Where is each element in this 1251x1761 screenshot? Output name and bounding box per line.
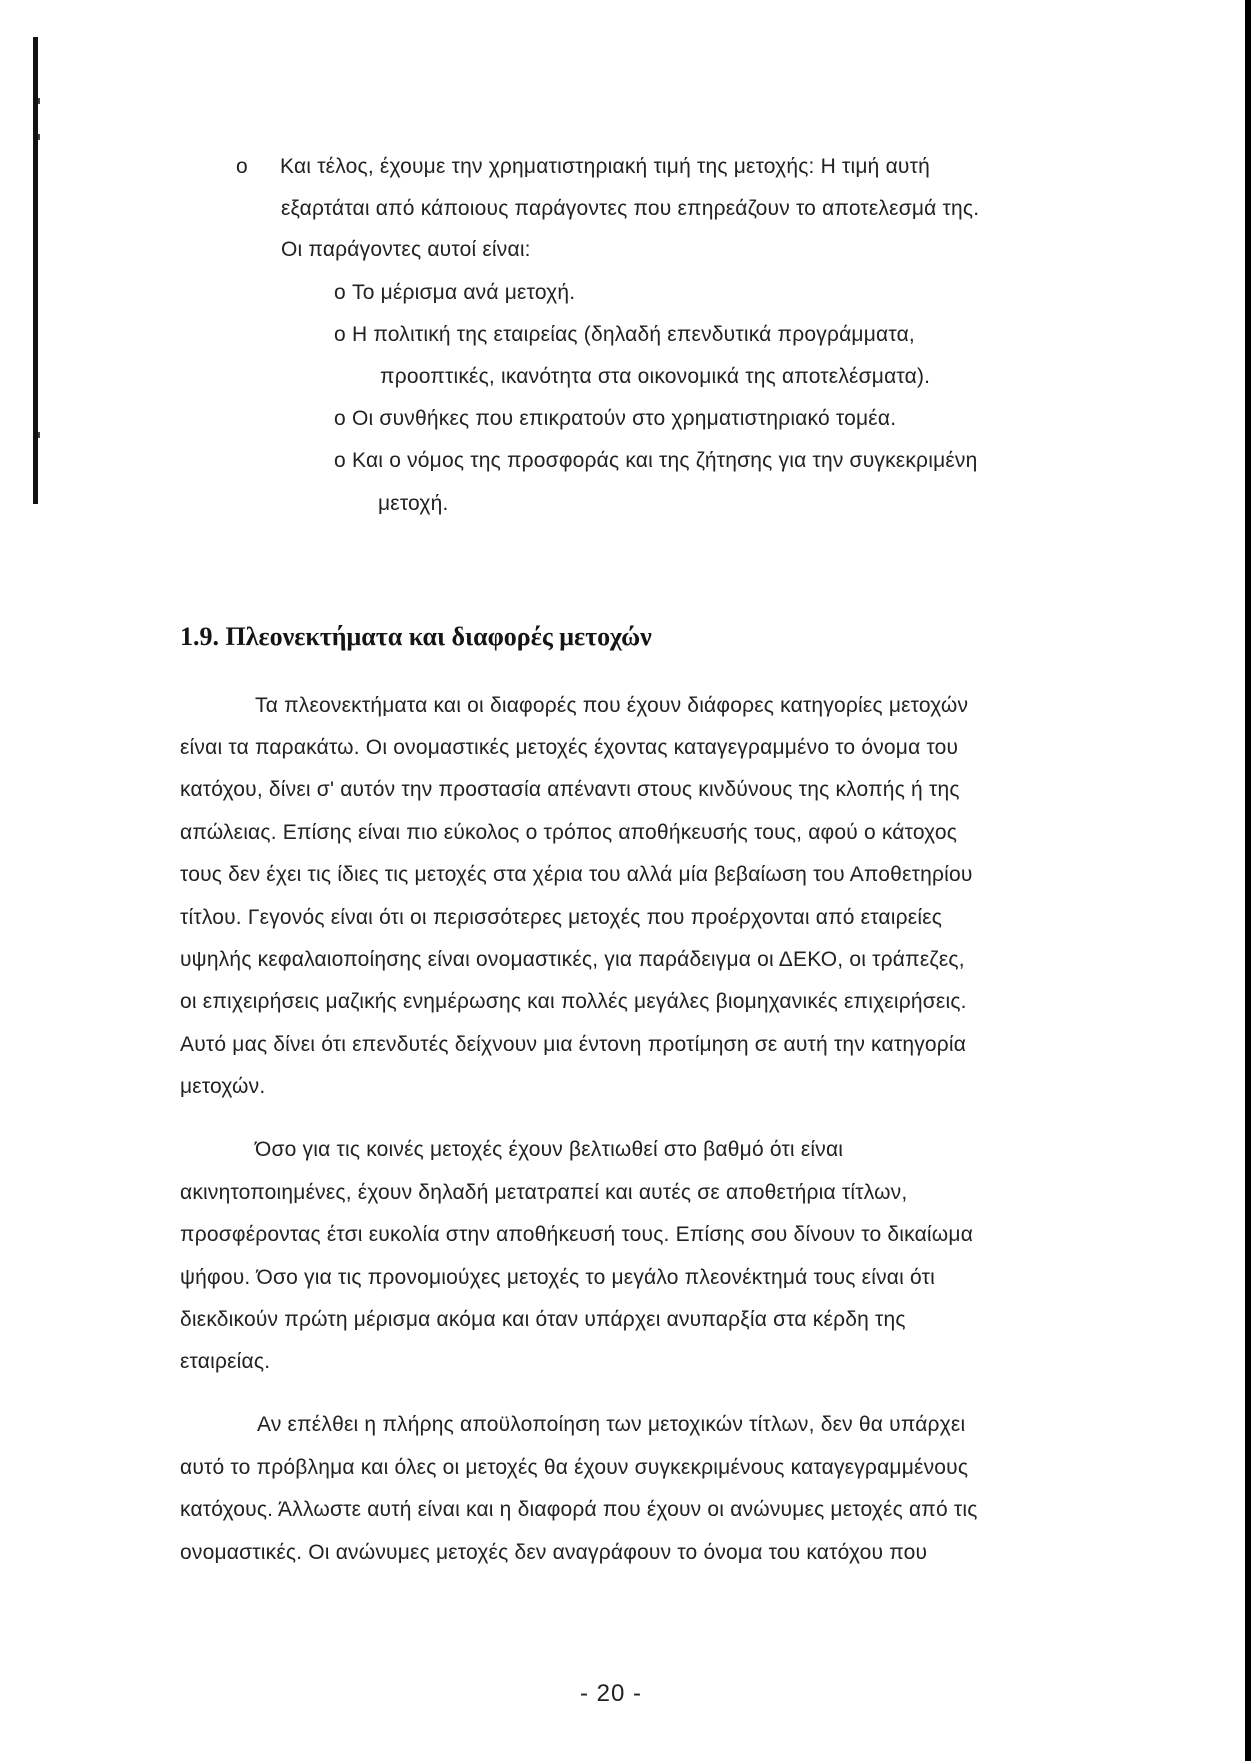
paragraph-line: Τα πλεονεκτήματα και οι διαφορές που έχουν διάφορες κατηγορίες μετοχών [255,694,969,717]
paragraph-line: Αυτό μας δίνει ότι επενδυτές δείχνουν μια έντονη προτίμηση σε αυτή την κατηγορία [180,1033,967,1056]
paragraph-line: είναι τα παρακάτω. Οι ονομαστικές μετοχές έχοντας καταγεγραμμένο το όνομα του [180,736,959,759]
text-line: Και τέλος, έχουμε την χρηματιστηριακή τιμή της μετοχής: Η τιμή αυτή [280,155,930,178]
paragraph-line: οι επιχειρήσεις μαζικής ενημέρωσης και πολλές μεγάλες βιομηχανικές επιχειρήσεις. [180,990,967,1013]
paragraph-line: Όσο για τις κοινές μετοχές έχουν βελτιωθεί στο βαθμό ότι είναι [255,1138,844,1161]
paragraph-line: τίτλου. Γεγονός είναι ότι οι περισσότερες μετοχές που προέρχονται από εταιρείες [180,906,943,929]
bullet-marker: o [236,155,248,178]
paragraph-line: διεκδικούν πρώτη μέρισμα ακόμα και όταν υπάρχει ανυπαρξία στα κέρδη της [180,1308,906,1331]
page-number: - 20 - [580,1680,643,1707]
sub-bullet-marker: o [334,281,346,304]
paragraph-line: ψήφου. Όσο για τις προνομιούχες μετοχές το μεγάλο πλεονέκτημά τους είναι ότι [180,1266,935,1289]
scan-margin-tick [38,432,40,438]
top-bullet-line: εξαρτάται από κάποιους παράγοντες που επηρεάζουν το αποτελεσμά της. [281,197,980,220]
paragraph-line: ακινητοποιημένες, έχουν δηλαδή μετατραπεί και αυτές σε αποθετήρια τίτλων, [180,1181,908,1204]
paragraph-line: προσφέροντας έτσι ευκολία στην αποθήκευσή τους. Επίσης σου δίνουν το δικαίωμα [180,1223,974,1246]
sub-bullet-line: προοπτικές, ικανότητα στα οικονομικά της αποτελέσματα). [380,365,931,388]
paragraph-line: κατόχου, δίνει σ' αυτόν την προστασία απέναντι στους κινδύνους της κλοπής ή της [180,778,960,801]
paragraph-line: Αν επέλθει η πλήρης αποϋλοποίηση των μετοχικών τίτλων, δεν θα υπάρχει [257,1413,966,1436]
scan-edge-shadow [1245,0,1251,1761]
scan-margin-tick [38,134,40,140]
scan-margin-tick [38,98,40,104]
sub-bullet-line: Οι συνθήκες που επικρατούν στο χρηματιστηριακό τομέα. [352,407,897,430]
sub-bullet-line: Και ο νόμος της προσφοράς και της ζήτησης για την συγκεκριμένη [352,449,978,472]
paragraph-line: κατόχους. Άλλωστε αυτή είναι και η διαφορά που έχουν οι ανώνυμες μετοχές από τις [180,1498,978,1521]
paragraph-line: τους δεν έχει τις ίδιες τις μετοχές στα χέρια του αλλά μία βεβαίωση του Αποθετηρίου [180,863,973,886]
sub-bullet-line: μετοχή. [378,492,449,515]
paragraph-line: ονομαστικές. Οι ανώνυμες μετοχές δεν αναγράφουν το όνομα του κατόχου που [180,1541,928,1564]
top-bullet-line: Οι παράγοντες αυτοί είναι: [281,238,531,261]
paragraph-line: αυτό το πρόβλημα και όλες οι μετοχές θα έχουν συγκεκριμένους καταγεγραμμένους [180,1456,969,1479]
paragraph-line: μετοχών. [180,1075,266,1098]
section-heading: 1.9. Πλεονεκτήματα και διαφορές μετοχών [180,622,652,651]
sub-bullet-marker: o [334,407,346,430]
sub-bullet-marker: o [334,449,346,472]
paragraph-line: υψηλής κεφαλαιοποίησης είναι ονομαστικές, για παράδειγμα οι ΔΕΚΟ, οι τράπεζες, [180,948,965,971]
sub-bullet-line: Το μέρισμα ανά μετοχή. [352,281,576,304]
paragraph-line: απώλειας. Επίσης είναι πιο εύκολος ο τρόπος αποθήκευσής τους, αφού ο κάτοχος [180,821,958,844]
sub-bullet-line: Η πολιτική της εταιρείας (δηλαδή επενδυτικά προγράμματα, [352,323,915,346]
sub-bullet-marker: o [334,323,346,346]
paragraph-line: εταιρείας. [180,1350,271,1373]
top-bullet-line [280,154,1044,180]
